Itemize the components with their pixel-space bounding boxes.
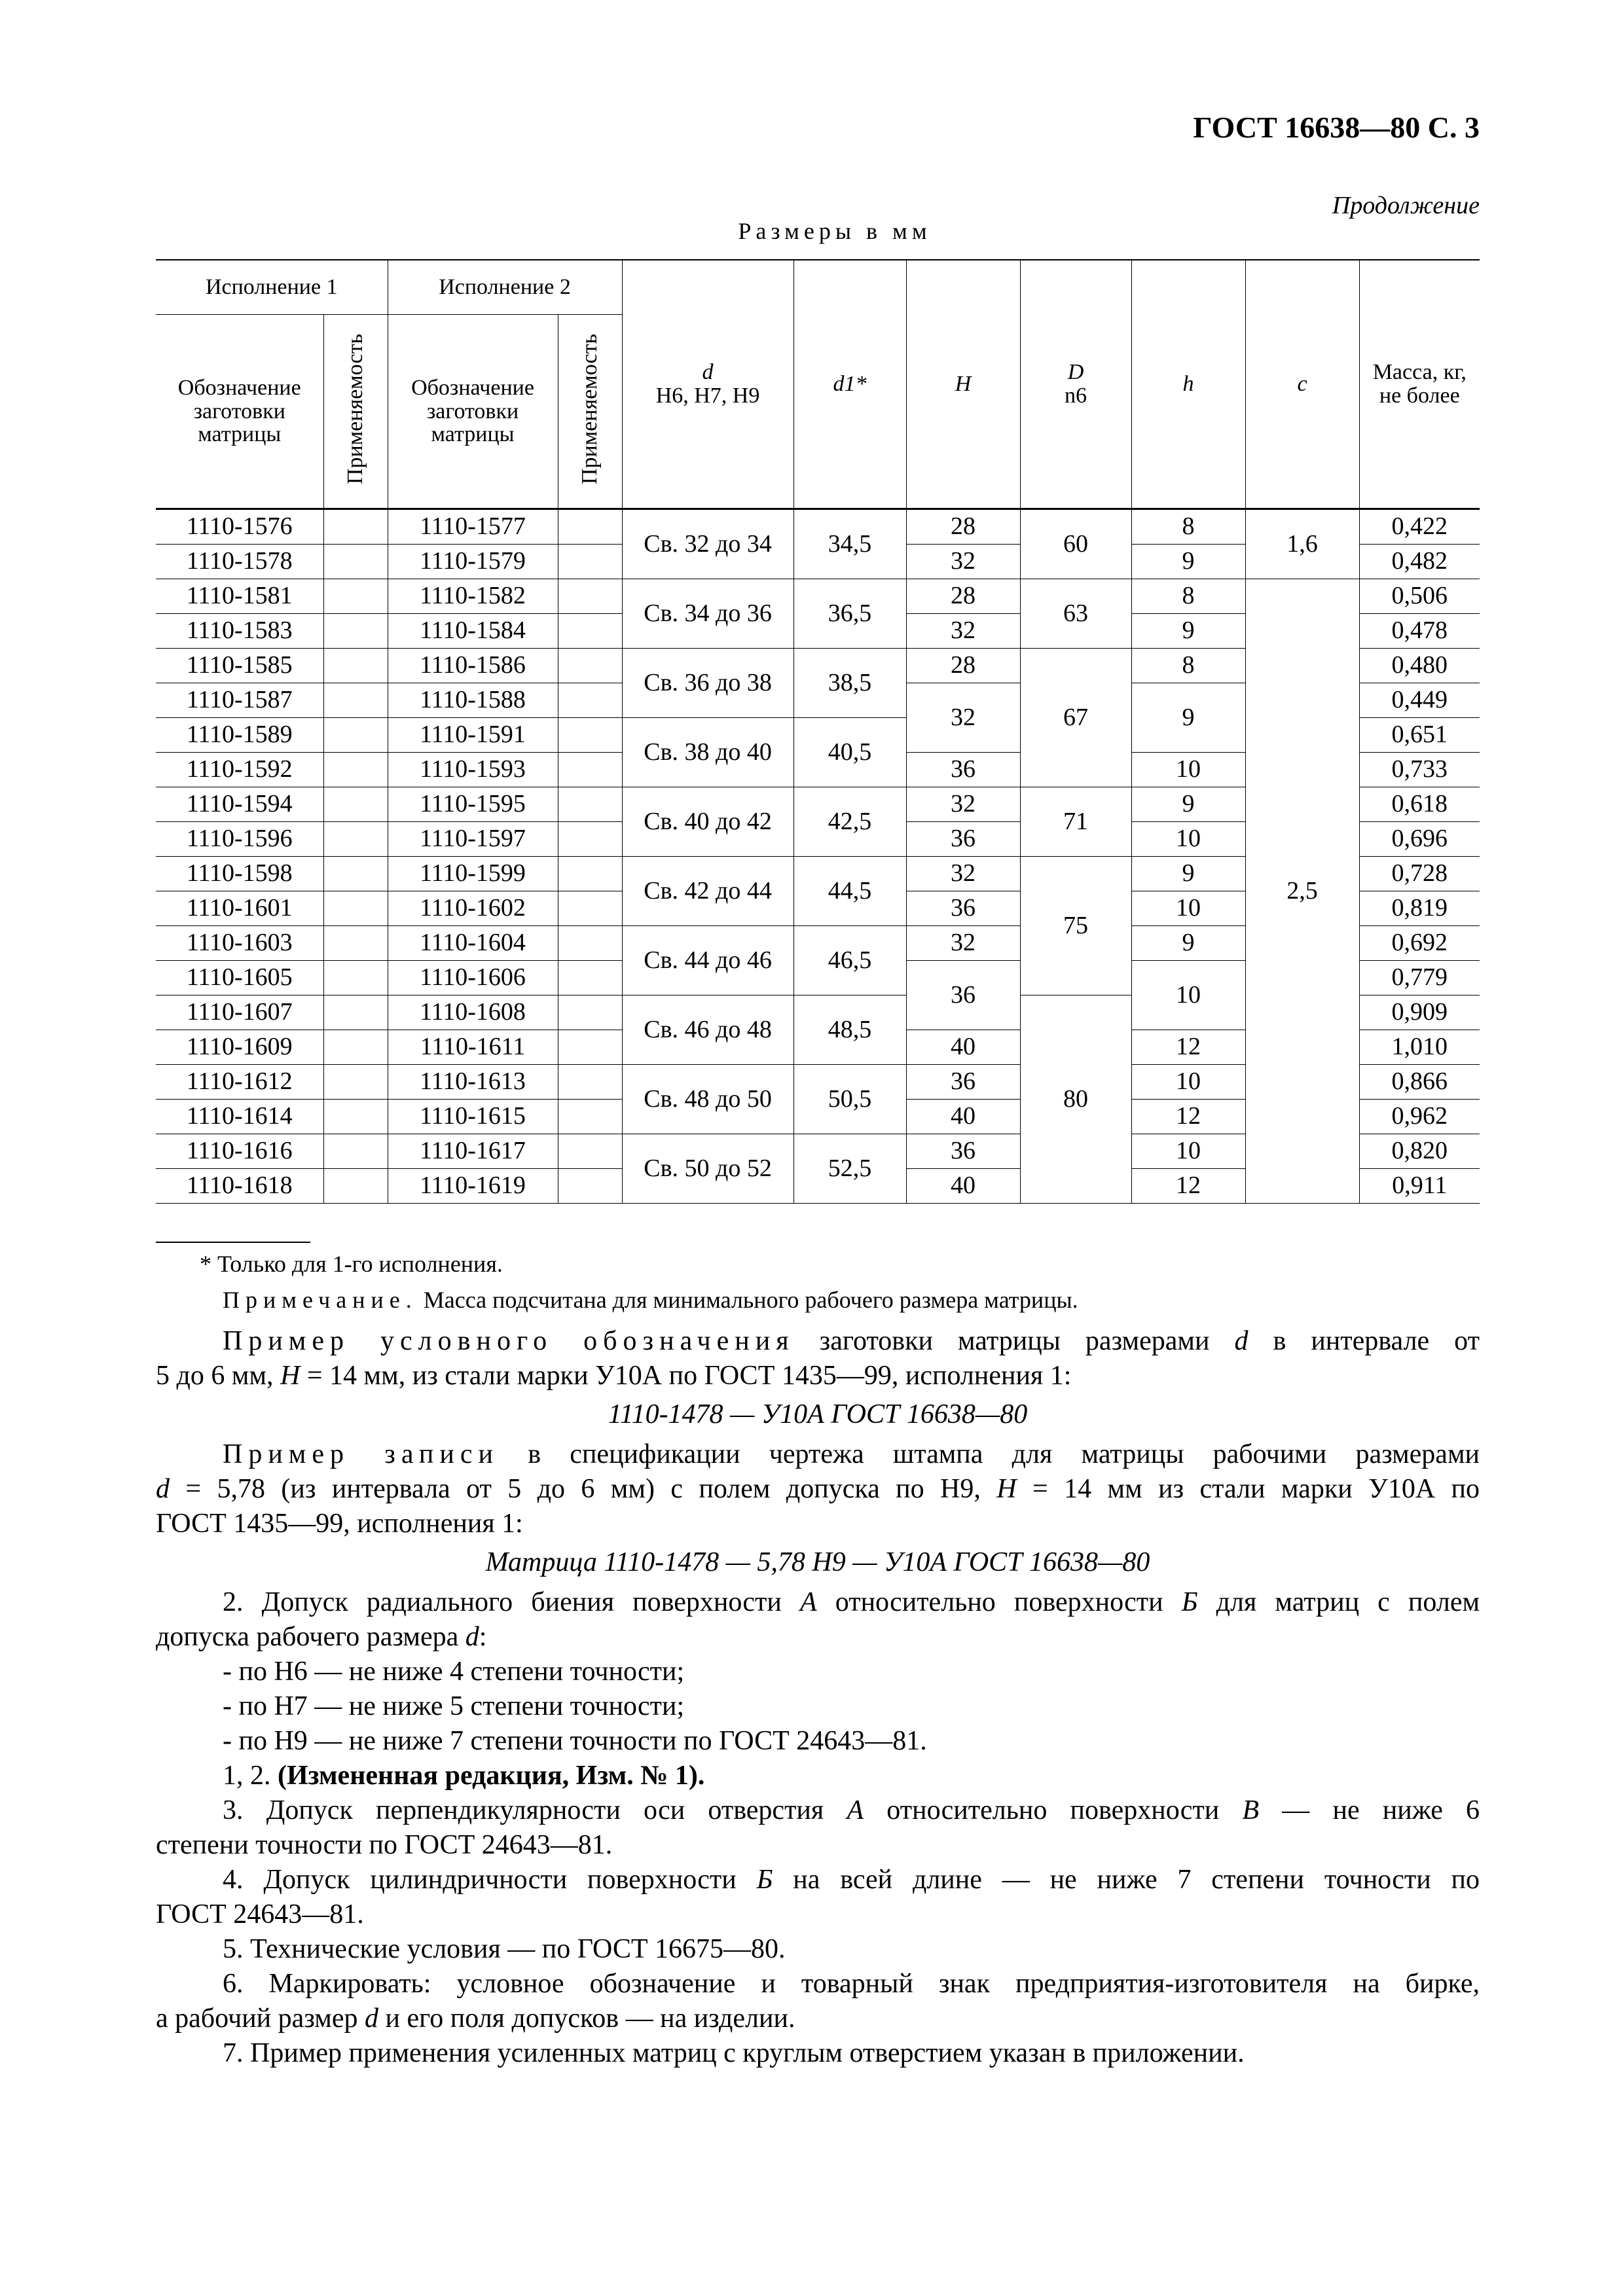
mass-value: 0,779: [1359, 961, 1480, 996]
exec2-code: 1110-1604: [388, 926, 558, 961]
exec2-code: 1110-1602: [388, 891, 558, 926]
D-value: 60: [1020, 509, 1131, 579]
example2-line2-a: = 5,78 (из интервала от 5 до 6 мм) с полем допуска по Н9,: [185, 1474, 981, 1504]
item6-line2: [156, 2001, 1480, 2036]
example1-text-a: заготовки матрицы размерами: [819, 1326, 1210, 1356]
h-header: h: [1131, 260, 1245, 509]
table-row: [156, 509, 1480, 545]
example1-label: Пример условного обозначения: [223, 1326, 795, 1356]
exec2-code: 1110-1588: [388, 683, 558, 718]
H-value: 32: [906, 614, 1020, 649]
exec2-code: 1110-1599: [388, 857, 558, 891]
exec1-code: 1110-1589: [156, 718, 323, 753]
d-header: [622, 260, 793, 509]
item2-line1: [223, 1585, 1480, 1620]
note: [223, 1286, 1467, 1314]
exec1-code: 1110-1618: [156, 1169, 323, 1204]
exec2-code: 1110-1595: [388, 787, 558, 822]
H-value: 32: [906, 926, 1020, 961]
example2-label: Пример записи: [223, 1439, 500, 1469]
d-range: Св. 44 до 46: [622, 926, 793, 996]
H-value: 40: [906, 1100, 1020, 1134]
d-symbol: d: [702, 360, 714, 385]
d-symbol: d: [465, 1622, 479, 1652]
exec2-code: 1110-1611: [388, 1030, 558, 1065]
item3-text-a: 3. Допуск перпендикулярности оси отверстия: [223, 1795, 824, 1825]
mass-value: 0,820: [1359, 1134, 1480, 1169]
example2-d-symbol: d: [156, 1474, 170, 1504]
H-value: 36: [906, 961, 1020, 1030]
item5: 5. Технические условия — по ГОСТ 16675—80.: [223, 1934, 786, 1964]
H-value: 40: [906, 1030, 1020, 1065]
exec1-code: 1110-1609: [156, 1030, 323, 1065]
mass-value: 0,692: [1359, 926, 1480, 961]
item2-text-c: для матриц с полем: [1216, 1587, 1480, 1617]
exec1-code: 1110-1585: [156, 649, 323, 683]
exec1-code: 1110-1583: [156, 614, 323, 649]
item3-text-b: относительно поверхности: [886, 1795, 1220, 1825]
bullet-H9: - по Н9 — не ниже 7 степени точности по ГОСТ 24643—81.: [223, 1726, 927, 1756]
H-header: H: [906, 260, 1020, 509]
example1-line2: [156, 1359, 1480, 1393]
exec2-code: 1110-1597: [388, 822, 558, 857]
exec2-code: 1110-1582: [388, 579, 558, 614]
revision-bold: (Измененная редакция, Изм. № 1).: [278, 1761, 705, 1791]
H-value: 32: [906, 683, 1020, 753]
exec2-code: 1110-1591: [388, 718, 558, 753]
item2-text-b: относительно поверхности: [835, 1587, 1163, 1617]
bullet-H6: - по Н6 — не ниже 4 степени точности;: [223, 1657, 685, 1687]
exec1-code: 1110-1592: [156, 753, 323, 787]
exec2-code: 1110-1615: [388, 1100, 558, 1134]
d-symbol: d: [365, 2003, 378, 2034]
exec2-code: 1110-1608: [388, 996, 558, 1030]
d-range: Св. 46 до 48: [622, 996, 793, 1065]
continuation-label: Продолжение: [1332, 192, 1480, 219]
exec1-code: 1110-1578: [156, 545, 323, 579]
H-value: 32: [906, 787, 1020, 822]
exec2-designation-header: Обозначение заготовки матрицы: [388, 315, 558, 509]
exec2-applicability-header: Применяемость: [558, 315, 622, 509]
mass-value: 0,866: [1359, 1065, 1480, 1100]
h-value: 12: [1131, 1169, 1245, 1204]
h-value: 9: [1131, 683, 1245, 753]
example1-line2-b: = 14 мм, из стали марки У10А по ГОСТ 1435—99, исполнения 1:: [306, 1361, 1072, 1391]
example1-formula: 1110-1478 — У10А ГОСТ 16638—80: [608, 1399, 1028, 1429]
D-value: 80: [1020, 996, 1131, 1204]
d-range: Св. 40 до 42: [622, 787, 793, 857]
exec2-code: 1110-1584: [388, 614, 558, 649]
example1-line2-a: 5 до 6 мм,: [156, 1361, 274, 1391]
d-range: Св. 50 до 52: [622, 1134, 793, 1204]
d-range: Св. 38 до 40: [622, 718, 793, 787]
d-range: Св. 36 до 38: [622, 649, 793, 718]
H-value: 28: [906, 579, 1020, 614]
h-value: 9: [1131, 545, 1245, 579]
item3-line1: [223, 1793, 1480, 1828]
h-value: 10: [1131, 1065, 1245, 1100]
h-value: 12: [1131, 1100, 1245, 1134]
c-header: c: [1245, 260, 1359, 509]
d1-value: 48,5: [793, 996, 906, 1065]
mass-value: 0,480: [1359, 649, 1480, 683]
item4-text-a: 4. Допуск цилиндричности поверхности: [223, 1865, 737, 1895]
c-value: 2,5: [1245, 579, 1359, 1204]
exec2-code: 1110-1619: [388, 1169, 558, 1204]
exec1-code: 1110-1587: [156, 683, 323, 718]
document-header: ГОСТ 16638—80 С. 3: [1193, 111, 1480, 144]
item4-line2: ГОСТ 24643—81.: [156, 1899, 364, 1929]
exec1-header: Исполнение 1: [156, 260, 388, 315]
exec1-code: 1110-1614: [156, 1100, 323, 1134]
mass-value: 0,911: [1359, 1169, 1480, 1204]
item6-line1: 6. Маркировать: условное обозначение и товарный знак предприятия-изготовителя на бирке,: [223, 1969, 1480, 1999]
h-value: 8: [1131, 649, 1245, 683]
c-value: 1,6: [1245, 509, 1359, 579]
item6-text-b: а рабочий размер: [156, 2003, 358, 2034]
mass-header: Масса, кг, не более: [1359, 260, 1480, 509]
exec1-code: 1110-1601: [156, 891, 323, 926]
hole-A-symbol: А: [847, 1795, 864, 1825]
note-text: Масса подсчитана для минимального рабочего размера матрицы.: [423, 1287, 1078, 1313]
H-value: 36: [906, 1134, 1020, 1169]
d1-value: 46,5: [793, 926, 906, 996]
exec1-code: 1110-1598: [156, 857, 323, 891]
example2-H-symbol: H: [996, 1474, 1017, 1504]
d-range: Св. 42 до 44: [622, 857, 793, 926]
item6-text-c: и его поля допусков — на изделии.: [385, 2003, 795, 2034]
exec2-code: 1110-1617: [388, 1134, 558, 1169]
surface-B-symbol: Б: [1181, 1587, 1198, 1617]
footnote: * Только для 1-го исполнения.: [200, 1251, 503, 1277]
item2-text-a: 2. Допуск радиального биения поверхности: [223, 1587, 782, 1617]
H-value: 36: [906, 753, 1020, 787]
exec1-code: 1110-1612: [156, 1065, 323, 1100]
footnote-rule: [156, 1242, 310, 1243]
item7: 7. Пример применения усиленных матриц с круглым отверстием указан в приложении.: [223, 2038, 1245, 2068]
d1-value: 42,5: [793, 787, 906, 857]
mass-value: 0,733: [1359, 753, 1480, 787]
h-value: 10: [1131, 822, 1245, 857]
exec2-header: Исполнение 2: [388, 260, 622, 315]
exec2-code: 1110-1613: [388, 1065, 558, 1100]
exec1-code: 1110-1596: [156, 822, 323, 857]
revision-note: [223, 1759, 1480, 1793]
mass-value: 1,010: [1359, 1030, 1480, 1065]
mass-value: 0,819: [1359, 891, 1480, 926]
example2-line1: [223, 1437, 1480, 1472]
exec2-code: 1110-1593: [388, 753, 558, 787]
revision-prefix: 1, 2.: [223, 1761, 271, 1791]
exec1-code: 1110-1594: [156, 787, 323, 822]
exec1-designation-header: Обозначение заготовки матрицы: [156, 315, 323, 509]
H-value: 36: [906, 822, 1020, 857]
D-value: 71: [1020, 787, 1131, 857]
h-value: 9: [1131, 857, 1245, 891]
H-value: 36: [906, 1065, 1020, 1100]
H-value: 28: [906, 509, 1020, 545]
exec1-code: 1110-1576: [156, 509, 323, 545]
note-label: Примечание.: [223, 1287, 418, 1313]
item4-line1: [223, 1863, 1480, 1897]
D-symbol: D: [1067, 360, 1084, 385]
D-value: 75: [1020, 857, 1131, 996]
surface-B-symbol: Б: [756, 1865, 773, 1895]
mass-value: 0,506: [1359, 579, 1480, 614]
d1-value: 44,5: [793, 857, 906, 926]
h-value: 8: [1131, 579, 1245, 614]
D-value: 63: [1020, 579, 1131, 649]
exec2-code: 1110-1579: [388, 545, 558, 579]
example1-d-symbol: d: [1234, 1326, 1249, 1356]
d1-value: 36,5: [793, 579, 906, 649]
example2-line3: ГОСТ 1435—99, исполнения 1:: [156, 1509, 523, 1539]
example1-text-b: в интервале от: [1273, 1326, 1480, 1356]
exec2-code: 1110-1606: [388, 961, 558, 996]
D-value: 67: [1020, 649, 1131, 787]
d-range: Св. 32 до 34: [622, 509, 793, 579]
units-label: Размеры в мм: [738, 218, 932, 244]
dimensions-table: [156, 259, 1480, 1204]
d-range: Св. 34 до 36: [622, 579, 793, 649]
item3-line2: степени точности по ГОСТ 24643—81.: [156, 1830, 613, 1860]
h-value: 9: [1131, 787, 1245, 822]
surface-V-symbol: В: [1242, 1795, 1260, 1825]
D-header: [1020, 260, 1131, 509]
d1-header: d1*: [793, 260, 906, 509]
bullet-H7: - по Н7 — не ниже 5 степени точности;: [223, 1691, 685, 1721]
h-value: 10: [1131, 753, 1245, 787]
example2-formula: Матрица 1110-1478 — 5,78 Н9 — У10А ГОСТ 16638—80: [485, 1547, 1150, 1577]
h-value: 9: [1131, 614, 1245, 649]
mass-value: 0,449: [1359, 683, 1480, 718]
d1-value: 34,5: [793, 509, 906, 579]
d1-value: 50,5: [793, 1065, 906, 1134]
table-row: [156, 579, 1480, 614]
h-value: 10: [1131, 961, 1245, 1030]
mass-value: 0,422: [1359, 509, 1480, 545]
h-value: 8: [1131, 509, 1245, 545]
exec1-code: 1110-1607: [156, 996, 323, 1030]
d1-value: 38,5: [793, 649, 906, 718]
mass-value: 0,482: [1359, 545, 1480, 579]
H-value: 40: [906, 1169, 1020, 1204]
mass-value: 0,478: [1359, 614, 1480, 649]
example2-text-a: в спецификации чертежа штампа для матрицы рабочими размерами: [528, 1439, 1480, 1469]
example2-line2-b: = 14 мм из стали марки У10А по: [1032, 1474, 1480, 1504]
d-tolerance: Н6, Н7, Н9: [655, 384, 760, 408]
D-tolerance: n6: [1065, 384, 1087, 408]
mass-value: 0,728: [1359, 857, 1480, 891]
exec1-code: 1110-1603: [156, 926, 323, 961]
H-value: 32: [906, 857, 1020, 891]
d-range: Св. 48 до 50: [622, 1065, 793, 1134]
exec2-code: 1110-1577: [388, 509, 558, 545]
example1-H-symbol: H: [280, 1361, 301, 1391]
H-value: 36: [906, 891, 1020, 926]
H-value: 28: [906, 649, 1020, 683]
exec2-code: 1110-1586: [388, 649, 558, 683]
item4-text-b: на всей длине — не ниже 7 степени точности по: [793, 1865, 1480, 1895]
exec1-code: 1110-1605: [156, 961, 323, 996]
item3-text-c: — не ниже 6: [1282, 1795, 1480, 1825]
d1-value: 52,5: [793, 1134, 906, 1204]
surface-A-symbol: А: [799, 1587, 817, 1617]
example2-line2: [156, 1472, 1480, 1507]
item2-text-d: допуска рабочего размера: [156, 1622, 459, 1652]
item2-line2: допуска рабочего размера d:: [156, 1622, 487, 1652]
mass-value: 0,962: [1359, 1100, 1480, 1134]
exec1-applicability-header: Применяемость: [323, 315, 388, 509]
mass-value: 0,618: [1359, 787, 1480, 822]
mass-value: 0,651: [1359, 718, 1480, 753]
mass-value: 0,696: [1359, 822, 1480, 857]
h-value: 10: [1131, 1134, 1245, 1169]
h-value: 12: [1131, 1030, 1245, 1065]
h-value: 9: [1131, 926, 1245, 961]
mass-value: 0,909: [1359, 996, 1480, 1030]
d1-value: 40,5: [793, 718, 906, 787]
exec1-code: 1110-1581: [156, 579, 323, 614]
h-value: 10: [1131, 891, 1245, 926]
H-value: 32: [906, 545, 1020, 579]
example1-line1: [223, 1324, 1480, 1359]
exec1-code: 1110-1616: [156, 1134, 323, 1169]
